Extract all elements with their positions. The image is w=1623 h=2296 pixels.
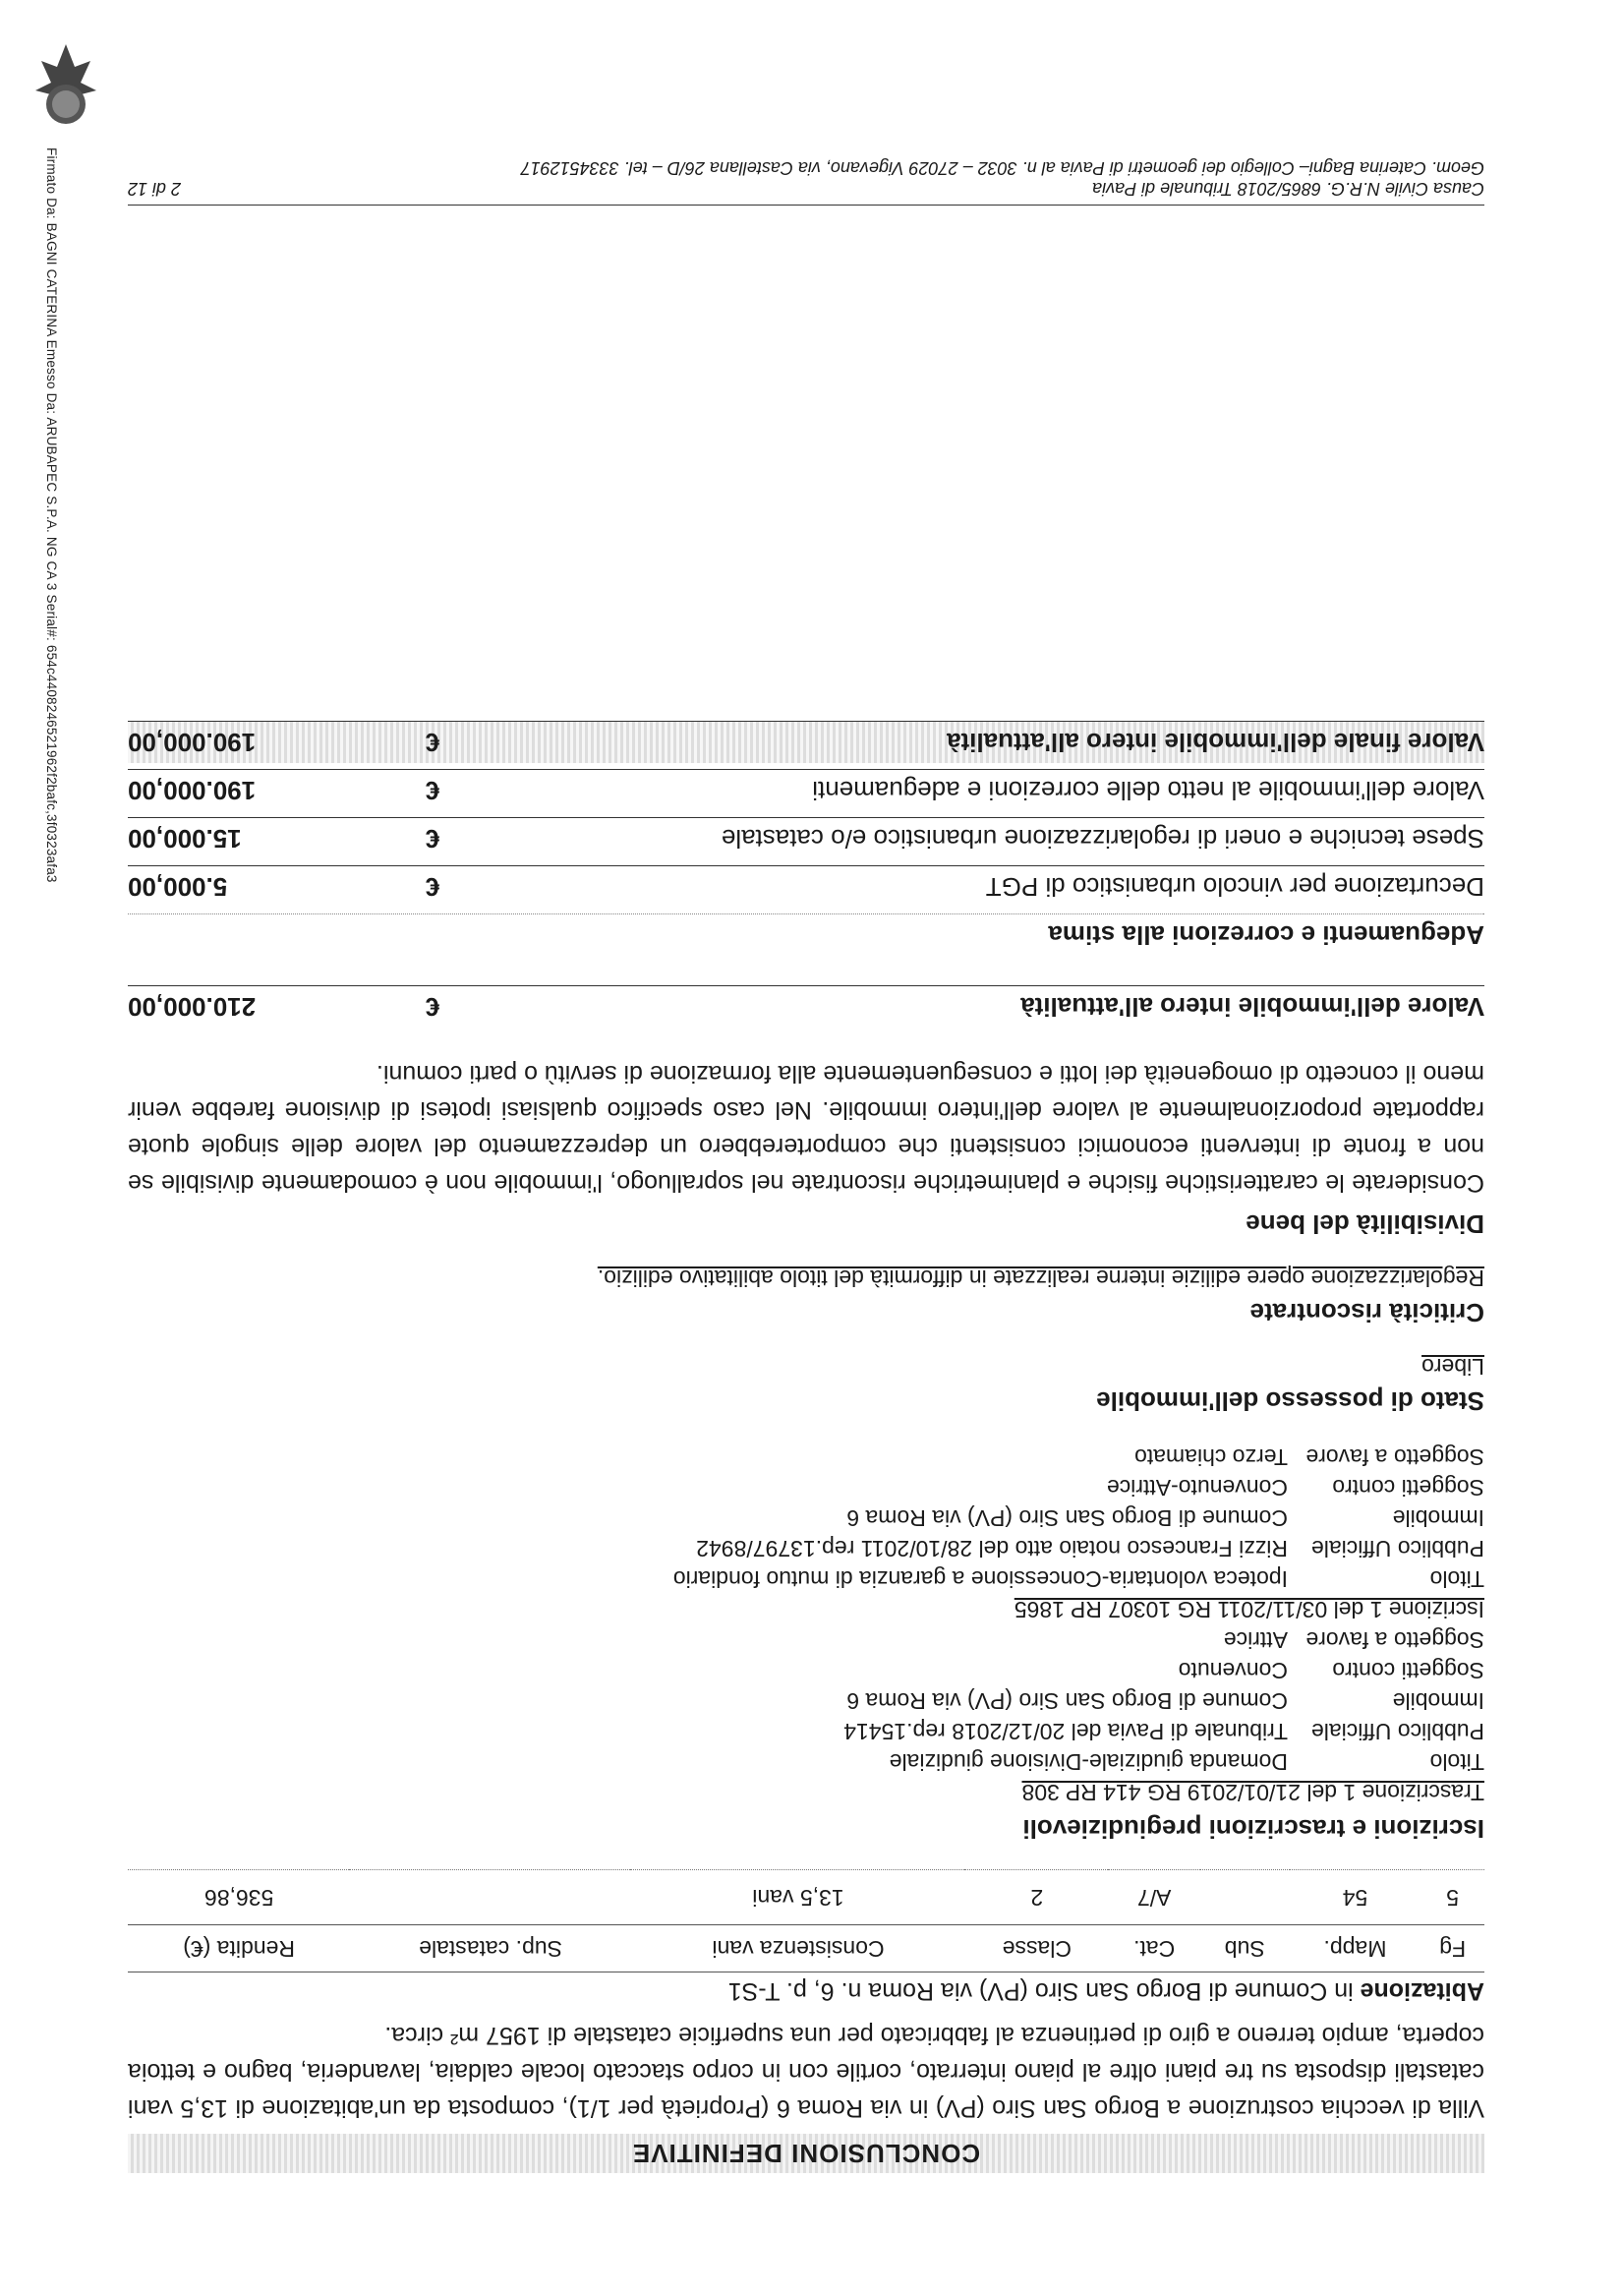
adeguamenti-title: Adeguamenti e correzioni alla stima [1048,920,1484,951]
adeguamento-row [128,817,1484,859]
record-value: Terzo chiamato [1134,1444,1288,1470]
record-value: Comune di Borgo San Siro (PV) via Roma 6 [846,1505,1288,1531]
valore-intero-label: Valore dell'immobile intero all'attualità [1020,992,1484,1023]
adeguamento-amount: 15.000,00 [128,824,242,854]
cell [1200,1870,1290,1925]
col-header: Classe [965,1925,1108,1972]
record-key: Immobile [1392,1688,1484,1714]
col-header: Sub [1200,1925,1290,1972]
adeguamento-amount: 190.000,00 [128,776,257,806]
col-header: Fg [1420,1925,1484,1972]
col-header: Rendita (€) [128,1925,350,1972]
footer-author: Geom. Caterina Bagni– Collegio dei geometri di Pavia al n. 3032 – 27029 Vigevano, via Castellana 26/D – tel. 3334512917 [520,158,1484,178]
conclusions-title: CONCLUSIONI DEFINITIVE [128,2134,1484,2173]
valore-finale-label: Valore finale dell'immobile intero all'attualità [947,728,1484,758]
cell: 5 [1420,1870,1484,1925]
record-row [128,1563,1484,1594]
record-head: Trascrizione 1 del 21/01/2019 RG 414 RP 308 [1021,1780,1484,1805]
record-value: Comune di Borgo San Siro (PV) via Roma 6 [846,1688,1288,1714]
signature-strip [0,0,108,1160]
record-iscrizione [128,1442,1484,1624]
record-row [128,1502,1484,1533]
adeguamenti-title-row [128,913,1484,956]
record-key: Soggetti contro [1332,1475,1484,1501]
record-head: Iscrizione 1 del 03/11/2011 RG 10307 RP 1865 [1014,1597,1484,1622]
record-row [128,1716,1484,1746]
record-key: Pubblico Ufficiale [1310,1719,1484,1744]
page-footer [128,157,1484,206]
cell: 54 [1290,1870,1421,1925]
record-row [128,1624,1484,1655]
divisibilita-title: Divisibilità del bene [1246,1209,1484,1239]
adeguamento-label: Decurtazione per vincolo urbanistico di PGT [985,872,1484,903]
currency-symbol: € [425,824,440,854]
adeguamento-amount: 5.000,00 [128,872,228,903]
document-page [108,157,1504,2193]
iscrizioni-title: Iscrizioni e trascrizioni pregiudizievoli [1022,1814,1484,1844]
table-row [128,1870,1484,1925]
record-key: Titolo [1429,1749,1484,1775]
cell: A/7 [1109,1870,1200,1925]
cadastre-header-row [128,1925,1484,1972]
abitazione-text: in Comune di Borgo San Siro (PV) via Roma n. 6, p. T-S1 [727,1977,1361,2005]
record-value: Rizzi Francesco notaio atto del 28/10/2011 rep.13797/8942 [696,1536,1288,1561]
record-row [128,1472,1484,1502]
record-row [128,1746,1484,1777]
currency-symbol: € [425,872,440,903]
adeguamento-row [128,769,1484,811]
col-header: Mapp. [1290,1925,1421,1972]
valore-finale-amount: 190.000,00 [128,728,257,758]
footer-causa: Causa Civile N.R.G. 6865/2018 Tribunale di Pavia [1092,179,1484,199]
possesso-title: Stato di possesso dell'immobile [1096,1386,1484,1416]
valore-intero-row [128,985,1484,1028]
record-key: Immobile [1392,1505,1484,1531]
cadastre-table [128,1869,1484,1972]
currency-symbol: € [425,776,440,806]
record-key: Pubblico Ufficiale [1310,1536,1484,1561]
criticita-title: Criticità riscontrate [1249,1298,1484,1327]
currency-symbol: € [425,992,440,1023]
adeguamento-label: Spese tecniche e oneri di regolarizzazione urbanistico e/o catastale [721,824,1484,854]
cell: 13,5 vani [631,1870,965,1925]
record-key: Soggetti contro [1332,1658,1484,1683]
record-key: Soggetto a favore [1305,1444,1484,1470]
col-header: Sup. catastale [350,1925,631,1972]
emblem-icon [31,39,100,128]
record-value: Ipoteca volontaria-Concessione a garanzia di mutuo fondiario [672,1566,1288,1592]
record-value: Domanda giudiziale-Divisione giudiziale [889,1749,1288,1775]
adeguamento-label: Valore dell'immobile al netto delle correzioni e adeguamenti [812,776,1484,806]
record-value: Attrice [1223,1627,1288,1653]
abitazione-label: Abitazione [1360,1977,1484,2005]
abitazione-line [128,1976,1484,2005]
record-row [128,1533,1484,1563]
adeguamento-row [128,865,1484,908]
record-value: Tribunale di Pavia del 20/12/2018 rep.15414 [843,1719,1288,1744]
currency-symbol: € [425,728,440,758]
record-value: Convenuto [1178,1658,1288,1683]
cell: 2 [965,1870,1108,1925]
record-value: Convenuto-Attrice [1106,1475,1288,1501]
record-row [128,1685,1484,1716]
record-row [128,1442,1484,1472]
signature-text: Firmato Da: BAGNI CATERINA Emesso Da: ARUBAPEC S.P.A. NG CA 3 Serial#: 654c4408246521962f2bafc,3f0323afa3 [44,147,59,883]
col-header: Cat. [1109,1925,1200,1972]
criticita-value: Regolarizzazione opere edilizie interne realizzate in difformità del titolo abilitativo edilizio. [597,1266,1484,1291]
record-key: Soggetto a favore [1305,1627,1484,1653]
record-row [128,1655,1484,1685]
record-trascrizione [128,1624,1484,1807]
record-key: Titolo [1429,1566,1484,1592]
divisibilita-paragraph: Considerate le caratteristiche fisiche e planimetriche riscontrate nel sopralluogo, l'immobile non è comodamente divisibile se non a fronte di interventi economici consistenti che comporterebbero un deprezzamento del valore delle singole quote rapportate proporzionalmente al valore dell'intero immobile. Nel caso specifico qualsiasi ipotesi di divisione farebbe venir meno il concetto di omogeneità dei lotti e conseguentemente alla formazione di servitù o parti comuni. [128,1060,1484,1197]
col-header: Consistenza vani [631,1925,965,1972]
valore-intero-amount: 210.000,00 [128,992,257,1023]
possesso-value: Libero [1421,1354,1484,1380]
valore-finale-row [128,721,1484,763]
conclusions-paragraph: Villa di vecchia costruzione a Borgo San Siro (PV) in via Roma 6 (Proprietà per 1/1), composta da un'abitazione di 13,5 vani catastali disposta su tre piani oltre al piano interrato, cortile con in corpo staccato locale caldaia, lavanderia, bagno e tettoia coperta, ampio terreno a giro di pertinenza al fabbricato per una superficie catastale di 1957 m² circa. [128,2022,1484,2122]
footer-page-number: 2 di 12 [128,179,182,199]
cell [350,1870,631,1925]
cell: 536,86 [128,1870,350,1925]
